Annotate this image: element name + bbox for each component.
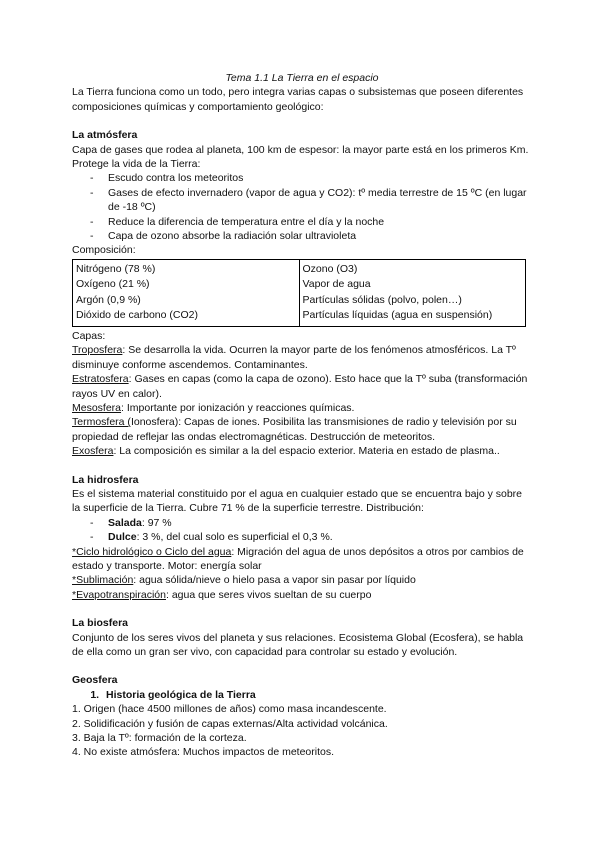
capas-label: Capas:: [72, 329, 106, 342]
atmosfera-description: Capa de gases que rodea al planeta, 100 km de espesor: la mayor parte está en los primeros Km. Protege la vida de la Tierra:: [72, 143, 529, 171]
capa-termosfera: [72, 415, 532, 444]
composicion-left-cell: [73, 259, 300, 326]
note-name: *Ciclo hidrológico o Ciclo del agua: [72, 545, 232, 558]
capa-troposfera: [72, 343, 532, 372]
capa-text: : Se desarrolla la vida. Ocurren la mayor parte de los fenómenos atmosféricos. La Tº disminuye conforme ascendemos. Contaminantes.: [72, 344, 516, 371]
capa-mesosfera: [72, 401, 532, 415]
list-item: [90, 516, 532, 530]
capa-name: Exosfera: [72, 445, 114, 458]
note-name: *Evapotranspiración: [72, 588, 166, 601]
item-bold: Salada: [108, 516, 142, 529]
note-ciclo-hidrologico: [72, 545, 532, 574]
table-row: [73, 259, 526, 326]
capa-name: Termosfera (: [72, 416, 131, 429]
document-title: Tema 1.1 La Tierra en el espacio: [225, 72, 379, 84]
table-cell-line: Nitrógeno (78 %): [76, 262, 156, 275]
capa-exosfera: [72, 444, 532, 458]
note-text: : agua sólida/nieve o hielo pasa a vapor sin pasar por líquido: [133, 574, 416, 587]
capa-name: Troposfera: [72, 344, 123, 357]
table-cell-line: Vapor de agua: [302, 278, 371, 291]
geosfera-step: 2. Solidificación y fusión de capas externas/Alta actividad volcánica.: [72, 717, 388, 730]
geosfera-step: 4. No existe atmósfera: Muchos impactos de meteoritos.: [72, 746, 335, 759]
item-text: : 97 %: [141, 516, 172, 529]
capa-text: : Gases en capas (como la capa de ozono). Esto hace que la Tº suba (transformación rayos UV en calor).: [72, 373, 528, 400]
document-page: [72, 71, 532, 760]
note-text: : agua que seres vivos sueltan de su cuerpo: [165, 588, 372, 601]
table-cell-line: Dióxido de carbono (CO2): [76, 309, 198, 322]
capa-estratosfera: [72, 372, 532, 401]
item-text: : 3 %, del cual solo es superficial el 0,3 %.: [136, 531, 333, 544]
table-cell-line: Oxígeno (21 %): [76, 278, 150, 291]
atmosfera-list: [72, 171, 532, 243]
geosfera-step: 3. Baja la Tº: formación de la corteza.: [72, 732, 247, 745]
biosfera-description: Conjunto de los seres vivos del planeta y sus relaciones. Ecosistema Global (Ecosfera), se habla de ella como un gran ser vivo, con capacidad para controlar su estado y evolución.: [72, 631, 524, 658]
geosfera-sublist: [72, 688, 532, 702]
intro-paragraph: La Tierra funciona como un todo, pero integra varias capas o subsistemas que poseen diferentes composiciones químicas y comportamiento geológico:: [72, 86, 524, 113]
capa-text: : La composición es similar a la del espacio exterior. Materia en estado de plasma..: [113, 445, 500, 458]
composicion-table: [72, 259, 526, 327]
list-item: - Gases de efecto invernadero (vapor de agua y CO2): tº media terrestre de 15 ºC (en lugar de -18 ºC): [90, 186, 532, 215]
biosfera-heading: La biosfera: [72, 617, 129, 630]
capa-name: Mesosfera: [72, 401, 122, 414]
table-cell-line: Partículas líquidas (agua en suspensión): [302, 309, 493, 322]
capa-text: Ionosfera): Capas de iones. Posibilita las transmisiones de radio y televisión por su propiedad de reflejar las ondas electromagnéticas. Destrucción de meteoritos.: [72, 416, 517, 443]
list-item: - Reduce la diferencia de temperatura entre el día y la noche: [90, 215, 532, 229]
hidrosfera-heading: La hidrosfera: [72, 473, 139, 486]
list-item: - Capa de ozono absorbe la radiación solar ultravioleta: [90, 229, 532, 243]
hidrosfera-description: Es el sistema material constituido por el agua en cualquier estado que se encuentra bajo y sobre la superficie de la Tierra. Cubre 71 % de la superficie terrestre. Distribución:: [72, 487, 523, 515]
note-text: : Migración del agua de unos depósitos a otros por cambios de estado y transporte. Motor: energía solar: [72, 545, 524, 572]
geosfera-heading: Geosfera: [72, 674, 118, 687]
capa-text: : Importante por ionización y reacciones químicas.: [121, 401, 355, 414]
geosfera-subheading: 1. Historia geológica de la Tierra: [102, 688, 532, 702]
atmosfera-heading: La atmósfera: [72, 129, 138, 142]
note-evapotranspiracion: [72, 588, 532, 602]
table-cell-line: Ozono (O3): [302, 262, 358, 275]
note-sublimacion: [72, 573, 532, 587]
list-item: [90, 530, 532, 544]
composicion-label: Composición:: [72, 244, 136, 257]
hidrosfera-list: [72, 516, 532, 545]
capa-name: Estratosfera: [72, 373, 129, 386]
item-bold: Dulce: [108, 531, 137, 544]
table-cell-line: Argón (0,9 %): [76, 293, 141, 306]
geosfera-step: 1. Origen (hace 4500 millones de años) como masa incandescente.: [72, 703, 387, 716]
table-cell-line: Partículas sólidas (polvo, polen…): [302, 293, 462, 306]
list-item: - Escudo contra los meteoritos: [90, 171, 532, 185]
composicion-right-cell: [299, 259, 526, 326]
note-name: *Sublimación: [72, 574, 134, 587]
